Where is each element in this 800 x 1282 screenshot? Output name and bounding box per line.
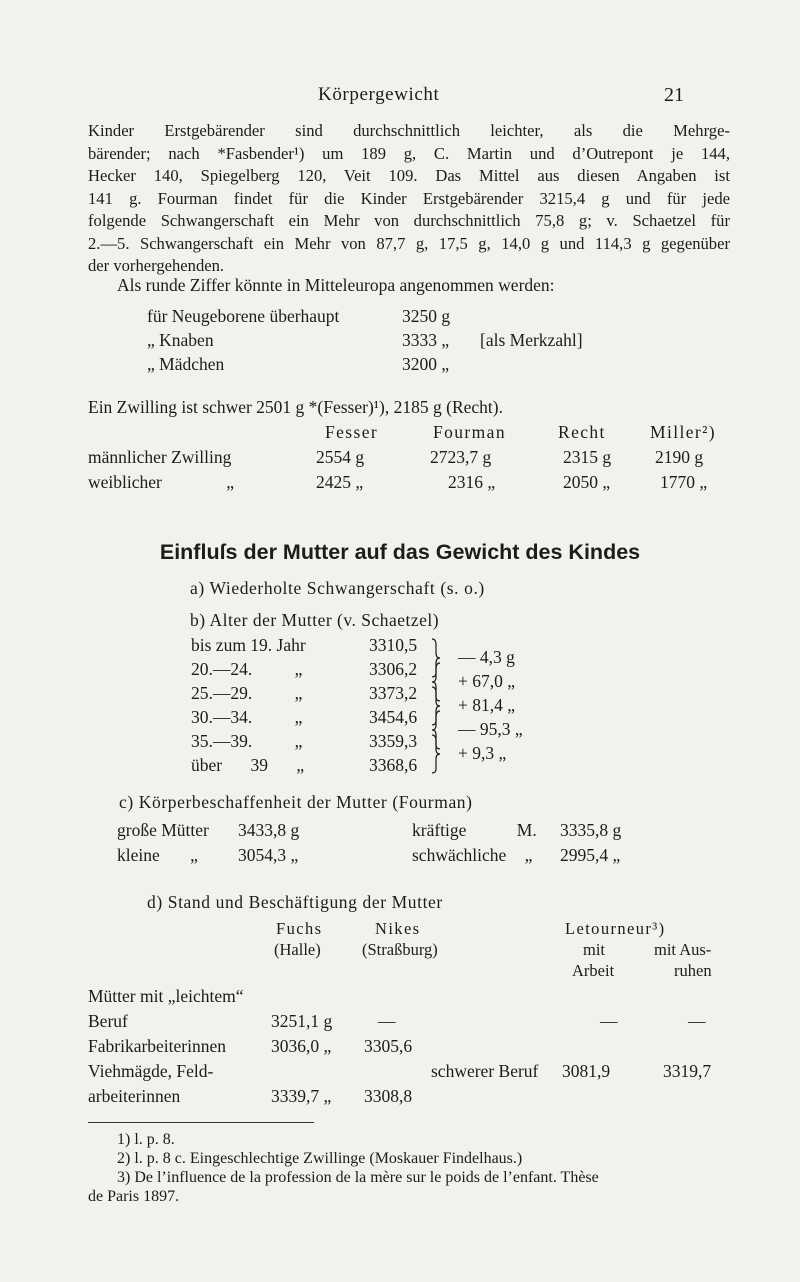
paragraph-line: bärender; nach *Fasbender¹) um 189 g, C. Martin und d’Outrepont je 144,	[88, 143, 730, 163]
constitution-value: 3433,8 g	[238, 820, 300, 840]
paragraph-birth-weight	[88, 120, 730, 278]
age-weight: 3306,2	[369, 659, 418, 679]
occupation-note: schwerer Beruf	[431, 1061, 539, 1081]
column-fuchs-sub: (Halle)	[274, 940, 321, 959]
column-arbeit: mit	[583, 940, 606, 959]
constitution-value: 3054,3 „	[238, 845, 299, 865]
age-label: bis zum 19. Jahr	[191, 635, 306, 655]
paragraph-line: 141 g. Fourman findet für die Kinder Erstgebärender 3215,4 g und für jede	[88, 188, 730, 208]
twins-column-header: Fesser	[325, 422, 379, 442]
occupation-value: 3305,6	[364, 1036, 413, 1056]
occupation-value: 3251,1 g	[271, 1011, 333, 1031]
round-figure-value: 3333 „	[402, 330, 450, 350]
footnote: 2) l. p. 8 c. Eingeschlechtige Zwillinge (Moskauer Findelhaus.)	[117, 1150, 523, 1167]
occupation-value: 3319,7	[663, 1061, 712, 1081]
constitution-label: schwächliche „	[412, 845, 533, 865]
occupation-value: —	[688, 1011, 706, 1031]
age-difference: + 67,0 „	[458, 671, 516, 691]
occupation-value: 3081,9	[562, 1061, 611, 1081]
section-d-title: d) Stand und Beschäftigung der Mutter	[147, 892, 443, 912]
constitution-label: große Mütter	[117, 820, 209, 840]
paragraph-line: 2.—5. Schwangerschaft ein Mehr von 87,7 g, 17,5 g, 14,0 g und 114,3 g gegenüber	[88, 233, 730, 253]
twins-cell: 2050 „	[563, 472, 611, 492]
occupation-label: arbeiterinnen	[88, 1086, 181, 1106]
twins-cell: 2425 „	[316, 472, 364, 492]
occupation-value: —	[600, 1011, 618, 1031]
age-difference: + 9,3 „	[458, 743, 507, 763]
twins-cell: 2554 g	[316, 447, 365, 467]
paragraph-line: der vorhergehenden.	[88, 256, 225, 275]
brace	[432, 663, 440, 701]
footnote: 1) l. p. 8.	[117, 1131, 175, 1148]
age-label: über 39 „	[191, 755, 305, 775]
twins-column-header: Fourman	[433, 422, 506, 442]
occupation-value: —	[378, 1011, 396, 1031]
footnote-rule	[88, 1122, 314, 1123]
constitution-value: 2995,4 „	[560, 845, 621, 865]
column-fuchs: Fuchs	[276, 919, 323, 938]
age-label: 30.—34. „	[191, 707, 303, 727]
age-weight: 3368,6	[369, 755, 418, 775]
round-figure-value: 3200 „	[402, 354, 450, 374]
round-figure-intro: Als runde Ziffer könnte in Mitteleuropa angenommen werden:	[117, 275, 555, 295]
twins-column-header: Recht	[558, 422, 606, 442]
column-letourneur: Letourneur³)	[565, 919, 666, 938]
footnote: de Paris 1897.	[88, 1188, 180, 1205]
occupation-label: Viehmägde, Feld-	[88, 1061, 214, 1081]
round-figure-label: für Neugeborene überhaupt	[147, 306, 340, 326]
occupation-label: Beruf	[88, 1011, 128, 1031]
paragraph-line: folgende Schwangerschaft ein Mehr von durchschnittlich 75,8 g; v. Schaetzel für	[88, 211, 730, 230]
column-ruhen: ruhen	[674, 961, 712, 980]
age-label: 20.—24. „	[191, 659, 303, 679]
footnote: 3) De l’influence de la profession de la mère sur le poids de l’enfant. Thèse	[117, 1169, 599, 1186]
age-weight: 3373,2	[369, 683, 418, 703]
age-weight: 3454,6	[369, 707, 418, 727]
section-heading: Einfluſs der Mutter auf das Gewicht des Kindes	[159, 540, 641, 564]
twins-cell: 2315 g	[563, 447, 612, 467]
age-weight: 3310,5	[369, 635, 418, 655]
twins-intro: Ein Zwilling ist schwer 2501 g *(Fesser)¹), 2185 g (Recht).	[88, 397, 503, 417]
twins-row-label: männlicher Zwilling	[88, 447, 232, 467]
section-c-title: c) Körperbeschaffenheit der Mutter (Fourman)	[119, 792, 473, 812]
brace-group	[428, 635, 452, 785]
brace	[432, 711, 440, 749]
twins-cell: 2723,7 g	[430, 447, 492, 467]
round-figure-label: „ Mädchen	[147, 354, 225, 374]
twins-cell: 1770 „	[660, 472, 708, 492]
twins-row-label: weiblicher „	[88, 472, 234, 492]
occupation-value: 3339,7 „	[271, 1086, 332, 1106]
column-arbeit: Arbeit	[572, 961, 615, 980]
age-difference: + 81,4 „	[458, 695, 516, 715]
section-a-title: a) Wiederholte Schwangerschaft (s. o.)	[190, 578, 485, 598]
column-nikes: Nikes	[375, 919, 421, 938]
column-ruhen: mit Aus-	[654, 940, 712, 959]
twins-cell: 2316 „	[448, 472, 496, 492]
page-number: 21	[664, 84, 684, 106]
round-figure-note: [als Merkzahl]	[480, 330, 583, 350]
age-label: 25.—29. „	[191, 683, 303, 703]
paragraph-line: Hecker 140, Spiegelberg 120, Veit 109. Das Mittel aus diesen Angaben ist	[88, 166, 730, 185]
constitution-label: kleine „	[117, 845, 198, 865]
age-label: 35.—39. „	[191, 731, 303, 751]
twins-cell: 2190 g	[655, 447, 704, 467]
occupation-value: 3308,8	[364, 1086, 413, 1106]
occupation-value: 3036,0 „	[271, 1036, 332, 1056]
twins-column-header: Miller²)	[650, 422, 717, 442]
constitution-value: 3335,8 g	[560, 820, 622, 840]
occupation-label: Fabrikarbeiterinnen	[88, 1036, 227, 1056]
round-figure-label: „ Knaben	[147, 330, 214, 350]
paragraph-line: Kinder Erstgebärender sind durchschnittlich leichter, als die Mehrge-	[88, 121, 730, 140]
age-difference: — 95,3 „	[458, 719, 523, 739]
round-figure-value: 3250 g	[402, 306, 451, 326]
age-weight: 3359,3	[369, 731, 418, 751]
column-nikes-sub: (Straßburg)	[362, 940, 438, 959]
age-difference: — 4,3 g	[458, 647, 515, 667]
section-b-title: b) Alter der Mutter (v. Schaetzel)	[190, 610, 440, 630]
constitution-label: kräftige M.	[412, 820, 537, 840]
occupation-label: Mütter mit „leichtem“	[88, 986, 244, 1006]
running-header: Körpergewicht	[318, 84, 440, 105]
